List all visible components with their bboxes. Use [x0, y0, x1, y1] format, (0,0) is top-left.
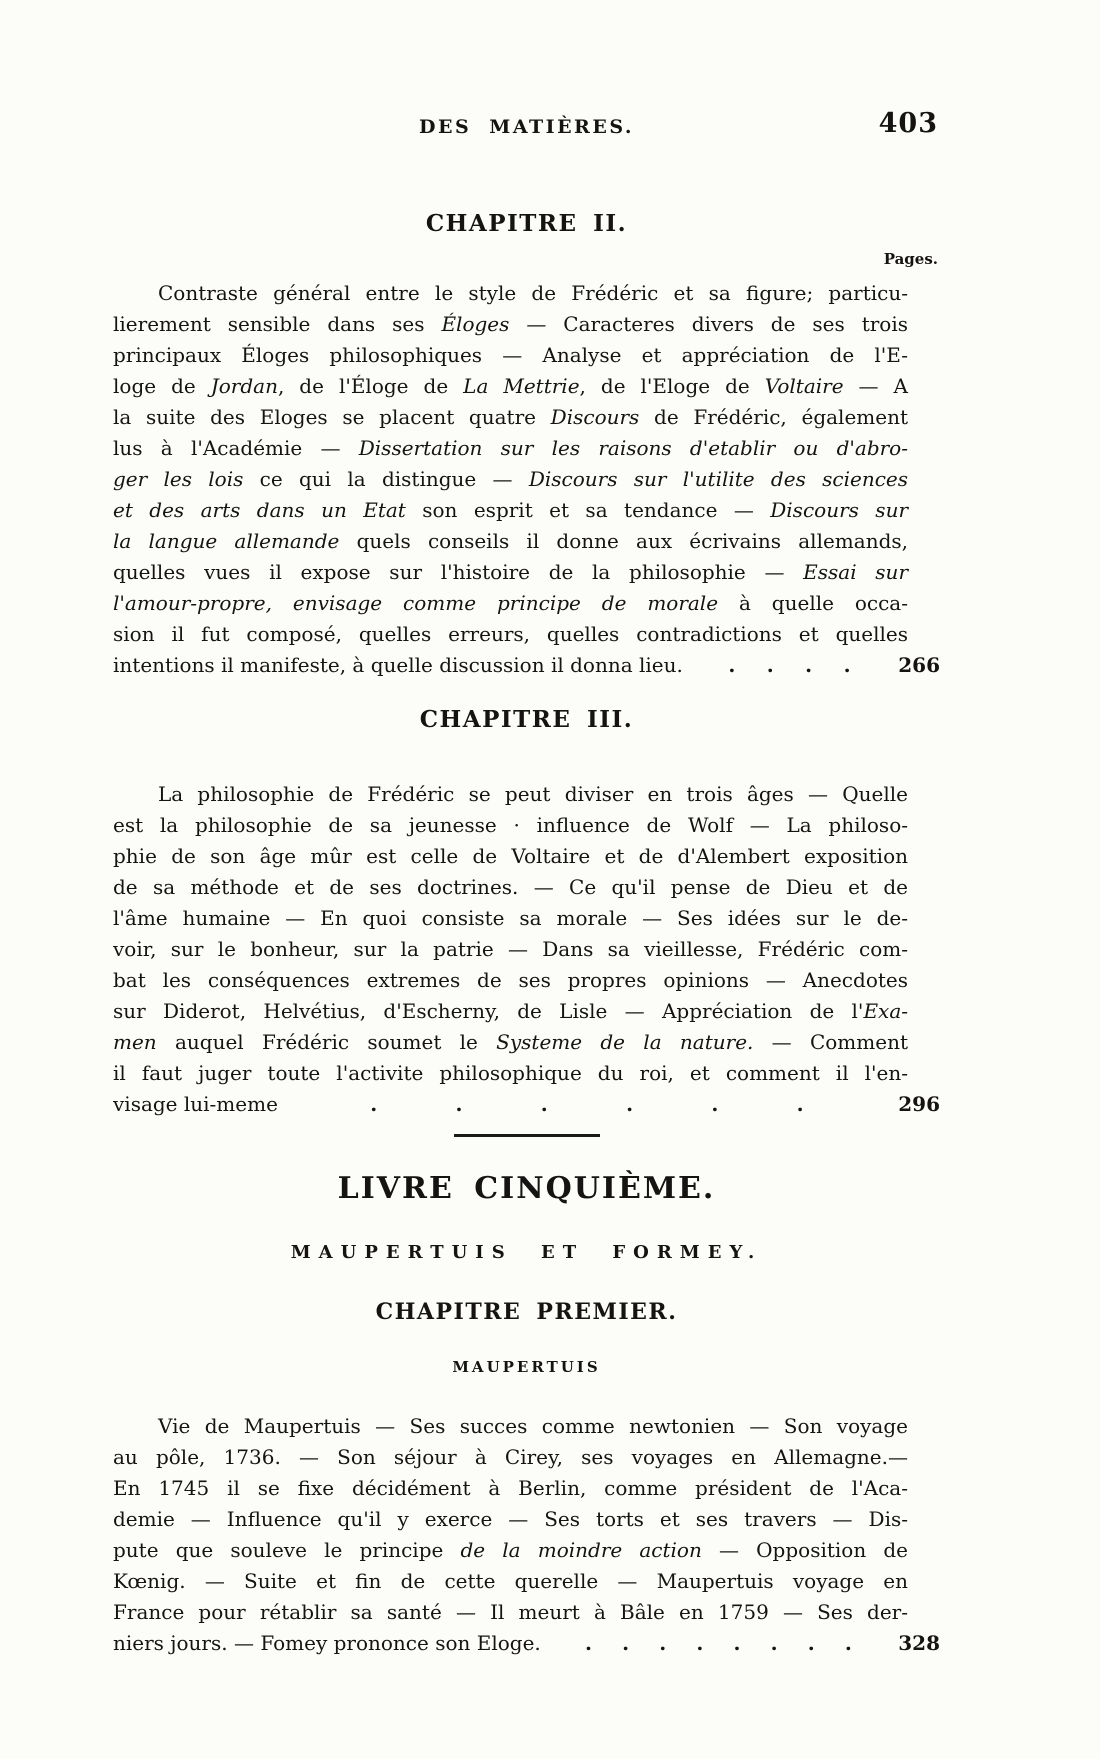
text-segment: auquel Frédéric soumet le	[156, 1030, 497, 1054]
toc-line	[113, 779, 940, 810]
text-segment: de sa méthode et de ses doctrines. — Ce qu'il pense de Dieu et de	[113, 875, 908, 899]
book-title: LIVRE CINQUIÈME.	[337, 1171, 716, 1206]
italic-text-segment: Systeme de la nature.	[496, 1030, 754, 1054]
italic-text-segment: Voltaire	[764, 374, 844, 398]
text-segment: bat les conséquences extremes de ses propres opinions — Anecdotes	[113, 968, 908, 992]
leader-dot: .	[805, 653, 813, 677]
text-segment: La philosophie de Frédéric se peut diviser en trois âges — Quelle	[158, 782, 908, 806]
toc-line	[113, 371, 940, 402]
chapter-subheading-maupertuis: MAUPERTUIS	[452, 1358, 601, 1376]
italic-text-segment: Discours sur	[770, 498, 909, 522]
chapter-heading-2: CHAPITRE II.	[425, 210, 628, 237]
text-segment: niers jours. — Fomey prononce son Eloge.	[113, 1631, 541, 1655]
text-segment: sur Diderot, Helvétius, d'Escherny, de Lisle — Appréciation de l'	[113, 999, 864, 1023]
toc-line	[113, 619, 940, 650]
text-segment: quelles vues il expose sur l'histoire de la philosophie —	[113, 560, 804, 584]
leader-dots	[278, 1089, 896, 1120]
toc-line	[113, 1442, 940, 1473]
toc-line	[113, 934, 940, 965]
leader-dot: .	[370, 1092, 378, 1116]
leader-dot: .	[733, 1631, 741, 1655]
italic-text-segment: Exa-	[863, 999, 908, 1023]
leader-dot: .	[540, 1092, 548, 1116]
text-segment: au pôle, 1736. — Son séjour à Cirey, ses voyages en Allemagne.—	[113, 1445, 908, 1469]
italic-text-segment: Essai sur	[803, 560, 908, 584]
leader-dot: .	[696, 1631, 704, 1655]
text-segment: est la philosophie de sa jeunesse · influence de Wolf — La philoso-	[113, 813, 908, 837]
leader-dot: .	[728, 653, 736, 677]
text-segment: à quelle occa-	[718, 591, 908, 615]
text-segment: Kœnig. — Suite et fin de cette querelle — Maupertuis voyage en	[113, 1569, 908, 1593]
text-segment: il faut juger toute l'activite philosophique du roi, et comment il l'en-	[113, 1061, 908, 1085]
italic-text-segment: Discours	[550, 405, 640, 429]
leader-dot: .	[843, 653, 851, 677]
italic-text-segment: Discours sur l'utilite des sciences	[528, 467, 908, 491]
text-segment: sion il fut composé, quelles erreurs, quelles contradictions et quelles	[113, 622, 908, 646]
book-subtitle: MAUPERTUIS ET FORMEY.	[290, 1242, 763, 1263]
toc-entry-chapter-2	[113, 278, 940, 681]
text-segment: Vie de Maupertuis — Ses succes comme newtonien — Son voyage	[158, 1414, 908, 1438]
text-segment: son esprit et sa tendance —	[405, 498, 771, 522]
italic-text-segment: men	[113, 1030, 157, 1054]
entry-text	[113, 1089, 278, 1120]
text-segment: — Comment	[753, 1030, 908, 1054]
toc-line	[113, 588, 940, 619]
toc-line	[113, 526, 940, 557]
section-divider-rule	[454, 1134, 600, 1137]
chapter-heading-premier: CHAPITRE PREMIER.	[375, 1299, 678, 1325]
text-segment: voir, sur le bonheur, sur la patrie — Dans sa vieillesse, Frédéric com-	[113, 937, 908, 961]
italic-text-segment: ger les lois	[113, 467, 244, 491]
leader-dot: .	[770, 1631, 778, 1655]
text-segment: Contraste général entre le style de Frédéric et sa figure; particu-	[158, 281, 908, 305]
toc-entry-chapter-3	[113, 779, 940, 1120]
toc-line	[113, 1473, 940, 1504]
italic-text-segment: la langue allemande	[113, 529, 340, 553]
page-header	[113, 108, 940, 148]
text-segment: ce qui la distingue —	[243, 467, 529, 491]
toc-line	[113, 1027, 940, 1058]
italic-text-segment: l'amour-propre, envisage comme principe de morale	[113, 591, 719, 615]
italic-text-segment: Éloges	[441, 312, 510, 336]
italic-text-segment: La Mettrie	[463, 374, 580, 398]
leader-dot: .	[766, 653, 774, 677]
text-segment: demie — Influence qu'il y exerce — Ses torts et ses travers — Dis-	[113, 1507, 908, 1531]
leader-dot: .	[711, 1092, 719, 1116]
leader-dot: .	[455, 1092, 463, 1116]
text-segment: lus à l'Académie —	[113, 436, 359, 460]
toc-line	[113, 278, 940, 309]
text-segment: — A	[843, 374, 908, 398]
text-segment: l'âme humaine — En quoi consiste sa morale — Ses idées sur le de-	[113, 906, 908, 930]
toc-line	[113, 495, 940, 526]
text-segment: France pour rétablir sa santé — Il meurt à Bâle en 1759 — Ses der-	[113, 1600, 908, 1624]
entry-page-number: 328	[898, 1631, 940, 1655]
entry-page-number: 296	[898, 1092, 940, 1116]
entry-page-number: 266	[898, 653, 940, 677]
text-segment: intentions il manifeste, à quelle discussion il donna lieu.	[113, 653, 683, 677]
toc-line	[113, 557, 940, 588]
text-segment: — Opposition de	[701, 1538, 908, 1562]
toc-line-last	[113, 1628, 940, 1659]
toc-line	[113, 872, 940, 903]
text-segment: principaux Éloges philosophiques — Analyse et appréciation de l'E-	[113, 343, 908, 367]
toc-line	[113, 309, 940, 340]
toc-line-last	[113, 650, 940, 681]
text-segment: lierement sensible dans ses	[113, 312, 442, 336]
entry-text	[113, 1628, 541, 1659]
toc-line	[113, 1411, 940, 1442]
toc-line	[113, 841, 940, 872]
toc-line	[113, 810, 940, 841]
toc-line	[113, 1504, 940, 1535]
text-segment: pute que souleve le principe	[113, 1538, 461, 1562]
text-segment: — Caracteres divers de ses trois	[509, 312, 908, 336]
toc-line	[113, 1597, 940, 1628]
text-segment: de Frédéric, également	[639, 405, 908, 429]
toc-line	[113, 1535, 940, 1566]
toc-line-last	[113, 1089, 940, 1120]
text-segment: la suite des Eloges se placent quatre	[113, 405, 551, 429]
toc-line	[113, 402, 940, 433]
toc-line	[113, 433, 940, 464]
chapter-heading-3: CHAPITRE III.	[419, 706, 634, 733]
text-segment: , de l'Éloge de	[277, 374, 464, 398]
italic-text-segment: de la moindre action	[460, 1538, 702, 1562]
toc-line	[113, 996, 940, 1027]
leader-dot: .	[622, 1631, 630, 1655]
leader-dot: .	[584, 1631, 592, 1655]
text-segment: , de l'Eloge de	[579, 374, 765, 398]
folio-page-number: 403	[878, 108, 938, 139]
text-segment: visage lui-meme	[113, 1092, 278, 1116]
toc-entry-chapter-premier	[113, 1411, 940, 1659]
toc-line	[113, 464, 940, 495]
leader-dot: .	[796, 1092, 804, 1116]
text-segment: quels conseils il donne aux écrivains allemands,	[339, 529, 908, 553]
leader-dot: .	[659, 1631, 667, 1655]
leader-dot: .	[626, 1092, 634, 1116]
leader-dot: .	[844, 1631, 852, 1655]
italic-text-segment: et des arts dans un Etat	[113, 498, 406, 522]
toc-line	[113, 1058, 940, 1089]
text-segment: phie de son âge mûr est celle de Voltaire et de d'Alembert exposition	[113, 844, 908, 868]
toc-line	[113, 1566, 940, 1597]
leader-dots	[683, 650, 896, 681]
page-content	[113, 0, 940, 1659]
entry-text	[113, 650, 683, 681]
text-segment: loge de	[113, 374, 211, 398]
pages-column-label: Pages.	[883, 250, 938, 268]
running-title: DES MATIÈRES.	[419, 116, 634, 138]
italic-text-segment: Jordan	[210, 374, 278, 398]
toc-line	[113, 965, 940, 996]
toc-line	[113, 340, 940, 371]
leader-dot: .	[807, 1631, 815, 1655]
toc-line	[113, 903, 940, 934]
text-segment: En 1745 il se fixe décidément à Berlin, comme président de l'Aca-	[113, 1476, 908, 1500]
leader-dots	[541, 1628, 896, 1659]
italic-text-segment: Dissertation sur les raisons d'etablir ou d'abro-	[358, 436, 908, 460]
